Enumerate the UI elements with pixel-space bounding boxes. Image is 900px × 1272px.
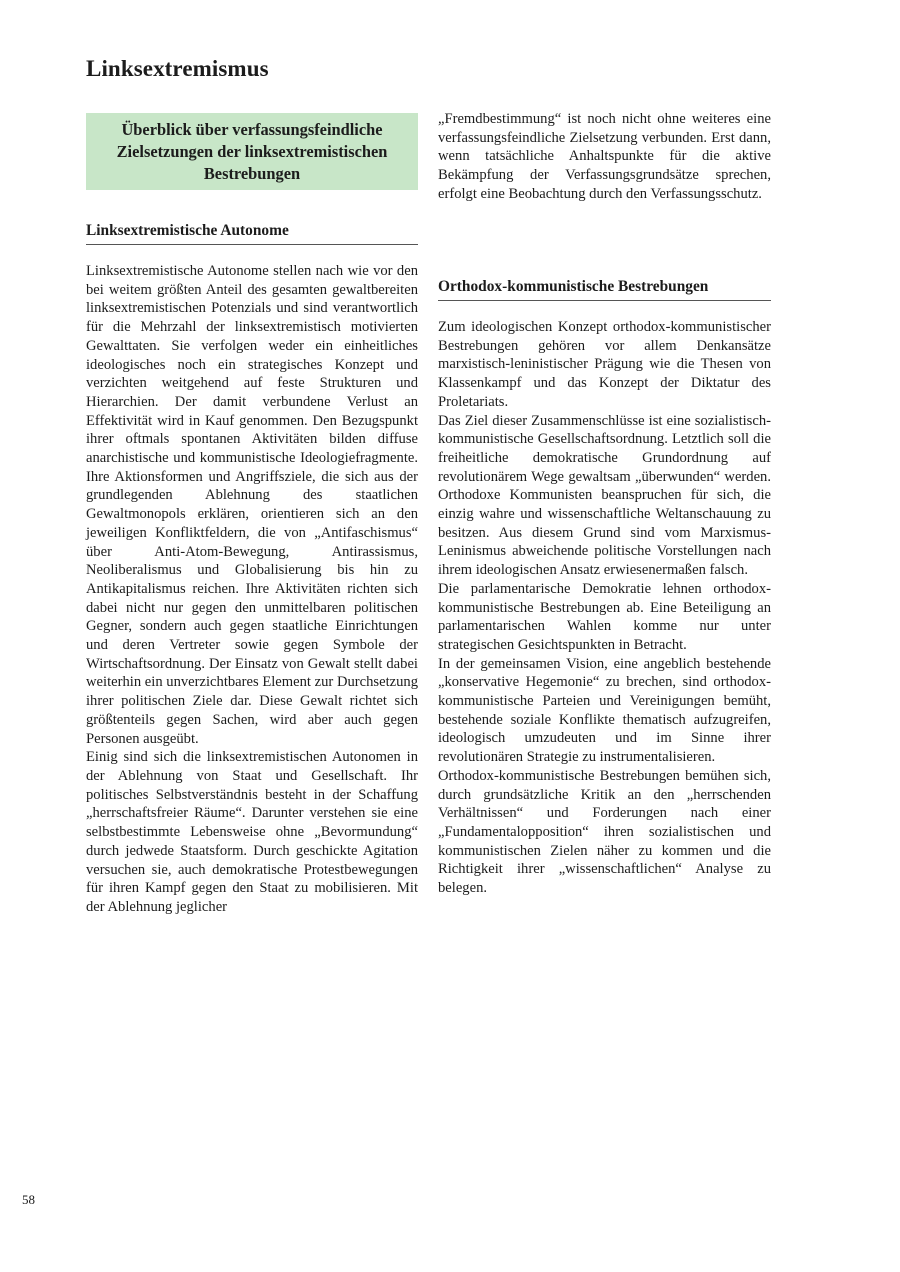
page-title: Linksextremismus [86,56,269,81]
right-column-text [438,318,771,898]
right-paragraph-continuation: „Fremdbestimmung“ ist noch nicht ohne weiteres eine verfassungsfeindliche Zielsetzung verbunden. Erst dann, wenn tatsächliche Anhaltspunkte für die aktive Bekämpfung der Verfassungsgrundsätze sprechen, erfolgt eine Beobachtung durch den Verfassungsschutz. [438,111,771,202]
right-paragraph: Die parlamentarische Demokratie lehnen orthodox-kommunistische Bestrebungen ab. Eine Beteiligung an parlamentarischen Wahlen komme nur unter strategischen Gesichtspunkten in Betracht. [438,580,771,653]
right-paragraph: Zum ideologischen Konzept orthodox-kommunistischer Bestrebungen gehören vor allem Denkansätze marxistisch-leninistischer Prägung wie die Thesen von Klassenkampf und das Konzept der Diktatur des Proletariats. [438,319,771,410]
right-paragraph: Orthodox-kommunistische Bestrebungen bemühen sich, durch grundsätzliche Kritik an den „herrschenden Verhältnissen“ und Forderungen nach einer „Fundamentalopposition“ ihren sozialistischen und kommunistischen Zielen näher zu kommen und die Richtigkeit ihrer „wissenschaftlichen“ Analyse zu belegen. [438,767,771,897]
overview-box [86,113,418,190]
heading-linksextremistische-autonome: Linksextremistische Autonome [86,222,418,245]
heading-orthodox-kommunistische-bestrebungen: Orthodox-kommunistische Bestrebungen [438,278,771,301]
right-paragraph: Das Ziel dieser Zusammenschlüsse ist eine sozialistisch-kommunistische Gesellschaftsordnung. Letztlich soll die freiheitliche demokratische Grundordnung auf revolutionärem Wege gewaltsam „überwunden“ werden. Orthodoxe Kommunisten beanspruchen für sich, die einzig wahre und wissenschaftliche Weltanschauung zu besitzen. Aus diesem Grund sind vom Marxismus-Leninismus abweichende politische Vorstellungen nach ihrem ideologischen Ansatz erwiesenermaßen falsch. [438,412,771,579]
left-paragraph: Einig sind sich die linksextremistischen Autonomen in der Ablehnung von Staat und Gesellschaft. Ihr politisches Selbstverständnis besteht in der Schaffung „herrschaftsfreier Räume“. Darunter verstehen sie eine selbstbestimmte Lebensweise ohne „Bevormundung“ durch jedwede Staatsform. Durch geschickte Agitation versuchen sie, auch demokratische Protestbewegungen für ihren Kampf gegen den Staat zu mobilisieren. Mit der Ablehnung jeglicher [86,749,418,915]
right-paragraph: In der gemeinsamen Vision, eine angeblich bestehende „konservative Hegemonie“ zu brechen, sind orthodox-kommunistische Parteien und Vereinigungen bemüht, bestehende soziale Konflikte thematisch aufzugreifen, ideologisch umzudeuten und im Sinne ihrer revolutionären Strategie zu instrumentalisieren. [438,655,771,766]
page-number: 58 [22,1192,35,1207]
left-paragraph: Linksextremistische Autonome stellen nach wie vor den bei weitem größten Anteil des gesamten gewaltbereiten linksextremistischen Potenzials und sind verantwortlich für die Mehrzahl der linksextremistisch motivierten Gewalttaten. Sie verfolgen weder ein einheitliches ideologisches noch ein strategisches Konzept und verzichten weitgehend auf feste Strukturen und Hierarchien. Der damit verbundene Verlust an Effektivität wird in Kauf genommen. Den Bezugspunkt ihrer oftmals spontanen Aktivitäten bilden diffuse anarchistische und kommunistische Ideologiefragmente. Ihre Aktionsformen und Angriffsziele, die sich aus der grundlegenden Ablehnung des staatlichen Gewaltmonopols erklären, orientieren sich an den jeweiligen Konfliktfeldern, die von „Antifaschismus“ über Anti-Atom-Bewegung, Antirassismus, Neoliberalismus und Globalisierung bis hin zu Antikapitalismus reichen. Ihre Aktivitäten richten sich dabei nicht nur gegen den unmittelbaren politischen Gegner, sondern auch gegen staatliche Einrichtungen und deren Vertreter sowie gegen Symbole der Wirtschaftsordnung. Der Einsatz von Gewalt stellt dabei weiterhin ein unverzichtbares Element zur Durchsetzung ihrer politischen Ziele dar. Diese Gewalt richtet sich größtenteils gegen Sachen, wird aber auch gegen Personen ausgeübt. [86,263,418,747]
right-column-continuation [438,110,771,204]
overview-box-text: Überblick über verfassungsfeindliche Zielsetzungen der linksextremistischen Bestrebungen [116,119,388,183]
left-column-text [86,262,418,917]
